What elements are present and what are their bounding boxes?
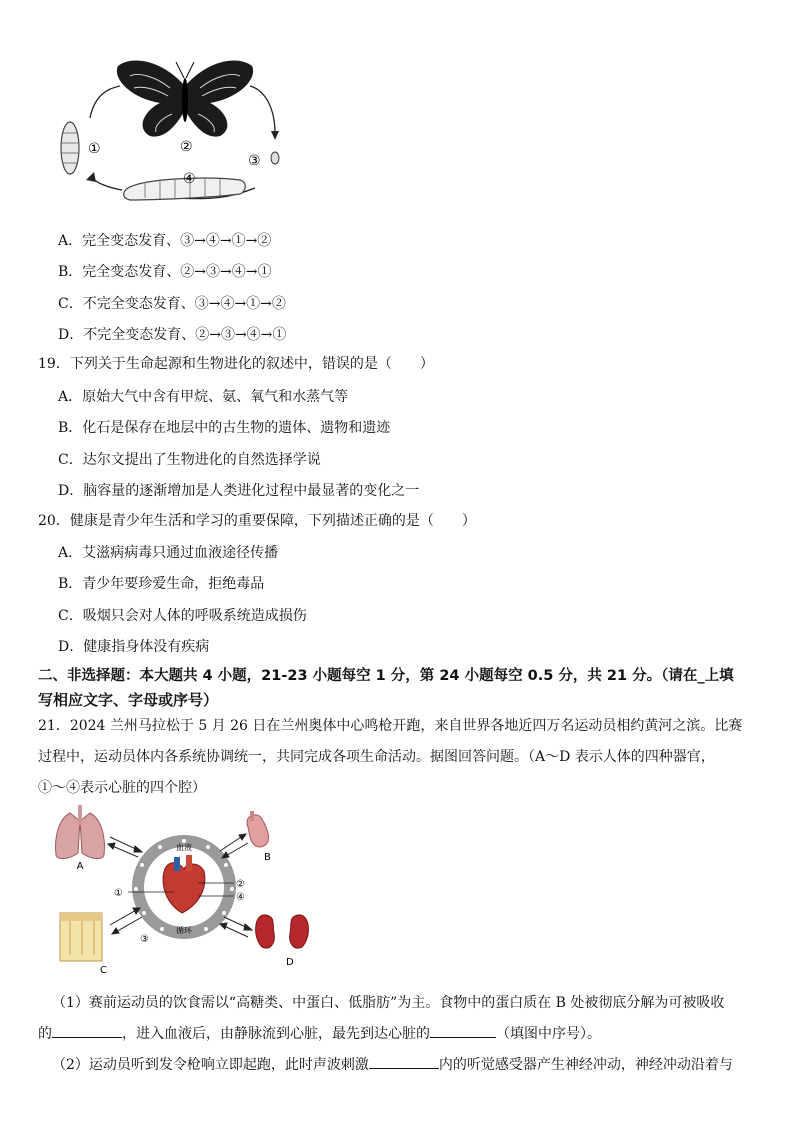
circle-label-top: 血液 [176,843,192,852]
sub1-line2-b: ，进入血液后，由静脉流到心脏，最先到达心脏的 [122,1026,430,1042]
q19-option-d: D．脑容量的逐渐增加是人类进化过程中最显著的变化之一 [58,483,420,499]
answer-blank-2[interactable] [430,1021,496,1038]
organ-label-b: B [264,852,271,863]
answer-blank-3[interactable] [369,1052,439,1069]
q20-stem: 20．健康是青少年生活和学习的重要保障，下列描述正确的是（ ） [38,513,476,529]
label-3: ③ [248,153,261,169]
section2-title [38,664,768,712]
insect-life-cycle-figure [50,48,300,218]
q18-option-a: A．完全变态发育、③→④→①→② [58,233,272,249]
q21-sub2 [38,1050,760,1081]
q19-option-b: B．化石是保存在地层中的古生物的遗体、遗物和遗迹 [58,420,391,436]
sub1-line1: （1）赛前运动员的饮食需以“高糖类、中蛋白、低脂肪”为主。食物中的蛋白质在 B 处被彻底分解为可被吸收 [52,995,725,1011]
kidneys-image [256,915,309,948]
q21-stem-line2: 过程中，运动员体内各系统协调统一，共同完成各项生命活动。据图回答问题。（A～D 表示人体的四种器官， [38,749,715,765]
section2-title-line1: 二、非选择题：本大题共 4 小题，21-23 小题每空 1 分，第 24 小题每空 0.5 分，共 21 分。（请在_上填 [38,668,734,684]
organ-label-a: A [76,861,84,872]
pupa-image [61,122,79,174]
label-4: ④ [183,171,196,187]
chamber-label-1: ① [114,888,123,899]
q19-option-c: C．达尔文提出了生物进化的自然选择学说 [58,452,321,468]
q18-option-d: D．不完全变态发育、②→③→④→① [58,327,287,343]
section2-title-line2: 写相应文字、字母或序号） [38,691,219,709]
q19-stem: 19．下列关于生命起源和生物进化的叙述中，错误的是（ ） [38,356,434,372]
sub1-line2-a: 的 [38,1026,52,1042]
chamber-label-2: ② [236,879,245,890]
q19-option-a: A．原始大气中含有甲烷、氨、氧气和水蒸气等 [58,389,349,405]
sub2-line1-a: （2）运动员听到发令枪响立即起跑，此时声波刺激 [52,1057,369,1073]
sub1-line2-c: （填图中序号）。 [496,1026,601,1042]
adult-butterfly-image [117,61,253,137]
organ-label-d: D [286,957,294,968]
q21-stem-line3: ①～④表示心脏的四个腔） [38,780,206,796]
sub2-line1-b: 内的听觉感受器产生神经冲动，神经冲动沿着与 [438,1057,733,1073]
q21-stem-line1: 21．2024 兰州马拉松于 5 月 26 日在兰州奥体中心鸣枪开跑，来自世界各地近四万名运动员相约黄河之滨。比赛 [38,718,743,734]
label-1: ① [88,141,101,157]
circulation-diagram [48,805,338,977]
organ-label-c: C [100,965,107,976]
q21-sub1 [38,988,760,1050]
answer-blank-1[interactable] [52,1021,122,1038]
q18-option-c: C．不完全变态发育、③→④→①→② [58,296,286,312]
skin-image [60,913,102,961]
lungs-image [56,805,105,859]
egg-image [271,152,279,164]
chamber-label-3: ③ [140,934,149,945]
label-2: ② [180,139,193,155]
circle-label-bottom: 循环 [176,926,192,935]
q20-option-b: B．青少年要珍爱生命，拒绝毒品 [58,576,265,592]
q18-option-b: B．完全变态发育、②→③→④→① [58,264,272,280]
q20-option-a: A．艾滋病病毒只通过血液途径传播 [58,545,279,561]
q20-option-d: D．健康指身体没有疾病 [58,639,210,655]
chamber-label-4: ④ [236,892,245,903]
q20-option-c: C．吸烟只会对人体的呼吸系统造成损伤 [58,608,307,624]
digestive-organ-image [247,811,269,847]
